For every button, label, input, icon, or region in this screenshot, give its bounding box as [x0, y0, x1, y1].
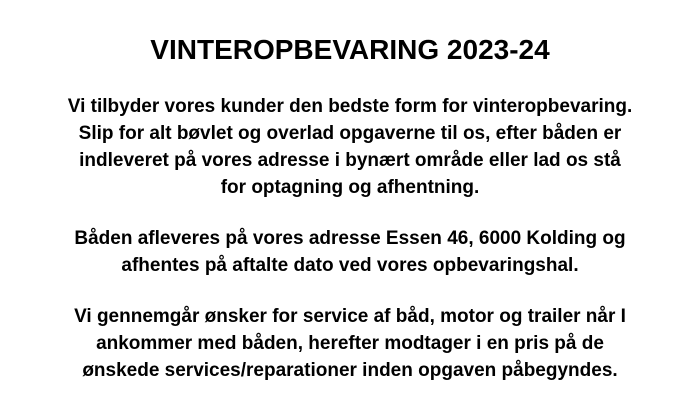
paragraph-line: Vi gennemgår ønsker for service af båd, motor og trailer når I [74, 306, 626, 327]
paragraph-line: indleveret på vores adresse i bynært område eller lad os stå [79, 150, 621, 171]
delivery-paragraph [0, 225, 700, 279]
paragraph-line: Båden afleveres på vores adresse Essen 46, 6000 Kolding og [74, 228, 626, 249]
paragraph-line: for optagning og afhentning. [220, 177, 480, 198]
page-title: VINTEROPBEVARING 2023-24 [150, 34, 550, 65]
paragraph-line: afhentes på aftalte dato ved vores opbevaringshal. [121, 255, 579, 276]
paragraph-line: ønskede services/reparationer inden opgaven påbegyndes. [82, 360, 618, 381]
paragraph-line: Slip for alt bøvlet og overlad opgaverne til os, efter båden er [78, 123, 622, 144]
service-paragraph [0, 303, 700, 384]
intro-paragraph [0, 93, 700, 201]
paragraph-line: ankommer med båden, herefter modtager i en pris på de [96, 333, 604, 354]
paragraph-line: Vi tilbyder vores kunder den bedste form for vinteropbevaring. [67, 96, 633, 117]
